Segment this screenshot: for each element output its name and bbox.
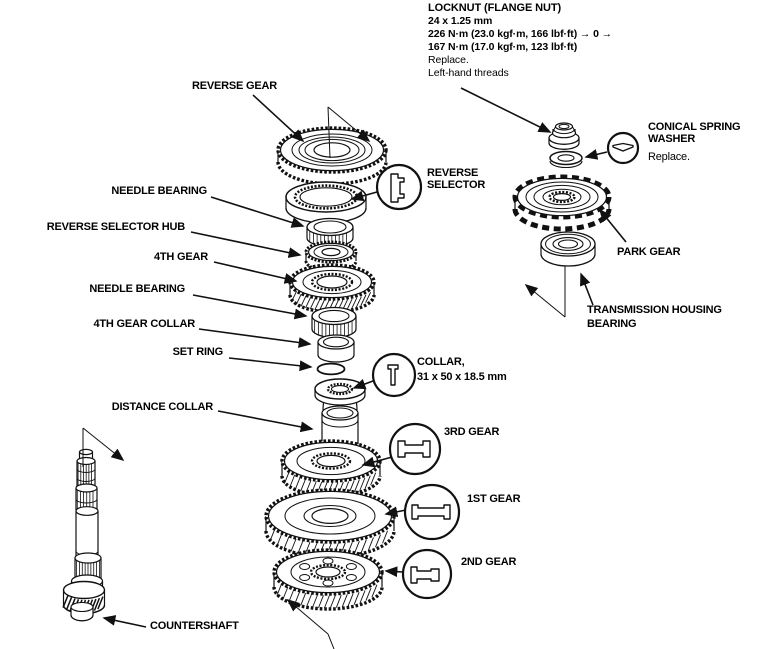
countershaft-part (63, 449, 104, 620)
label-needle-bearing-bottom: NEEDLE BEARING (89, 283, 185, 295)
label-line: SELECTOR (427, 179, 486, 191)
label-conical-spring-washer (648, 121, 740, 163)
reverse-selector-sleeve (286, 182, 366, 223)
label-transmission-housing-bearing (587, 303, 722, 331)
conical-spring-washer-part (550, 152, 582, 168)
label-line: Replace. (648, 151, 690, 163)
leader-arrow (600, 210, 626, 242)
locknut-size: 24 x 1.25 mm (428, 15, 493, 27)
label-distance-collar: DISTANCE COLLAR (111, 401, 213, 413)
leader-arrow (461, 88, 550, 132)
leader-arrow (586, 152, 607, 157)
collar-callout (373, 354, 415, 396)
label-line: REVERSE (427, 167, 479, 179)
second-gear (274, 550, 382, 609)
transmission-housing-bearing (541, 232, 595, 266)
label-countershaft: COUNTERSHAFT (150, 620, 239, 632)
leader-arrow (104, 618, 146, 627)
label-line: 31 x 50 x 18.5 mm (417, 371, 507, 383)
label-reverse-selector-hub: REVERSE SELECTOR HUB (46, 221, 185, 233)
label-collar (417, 355, 507, 385)
label-line: COLLAR, (417, 356, 465, 368)
park-gear (515, 177, 609, 229)
first-gear (266, 490, 394, 557)
label-line: WASHER (648, 133, 696, 145)
label-first-gear: 1ST GEAR (467, 493, 521, 505)
leader-arrow (199, 329, 310, 344)
third-gear-callout (390, 424, 440, 474)
locknut (549, 123, 579, 149)
leader-arrow (253, 95, 303, 141)
reverse-selector-callout (377, 165, 421, 209)
locknut-torque1: 226 N·m (23.0 kgf·m, 166 lbf·ft) → 0 → (428, 28, 613, 40)
label-needle-bearing-top: NEEDLE BEARING (111, 185, 207, 197)
locknut-replace: Replace. (428, 54, 469, 66)
label-line: CONICAL SPRING (648, 121, 741, 133)
fourth-gear (290, 265, 374, 312)
label-fourth-gear: 4TH GEAR (153, 251, 208, 263)
conical-spring-washer-callout (608, 133, 638, 163)
third-gear (282, 441, 380, 496)
reverse-gear (278, 128, 386, 184)
label-fourth-gear-collar: 4TH GEAR COLLAR (93, 318, 195, 330)
locknut-torque2: 167 N·m (17.0 kgf·m, 123 lbf·ft) (428, 41, 578, 53)
label-park-gear: PARK GEAR (617, 246, 681, 258)
leader-arrow (218, 411, 312, 429)
leader-arrow (526, 285, 565, 317)
label-third-gear: 3RD GEAR (444, 426, 500, 438)
first-gear-callout (405, 485, 459, 539)
second-gear-callout (403, 550, 451, 598)
leader-arrow (386, 571, 403, 572)
label-reverse-gear: REVERSE GEAR (191, 80, 277, 92)
label-set-ring: SET RING (172, 346, 223, 358)
leader-arrow (214, 262, 296, 281)
fourth-gear-collar (318, 335, 354, 362)
set-ring (318, 364, 345, 375)
label-second-gear: 2ND GEAR (461, 556, 517, 568)
locknut-threads: Left-hand threads (428, 67, 509, 79)
leader-arrow (193, 295, 306, 316)
label-line: BEARING (587, 318, 637, 330)
label-line: TRANSMISSION HOUSING (587, 304, 722, 316)
locknut-title: LOCKNUT (FLANGE NUT) (428, 2, 562, 14)
needle-bearing-bottom (312, 308, 356, 338)
locknut-note (428, 2, 612, 80)
label-reverse-selector (427, 167, 485, 191)
leader-arrow (581, 274, 593, 305)
direction-line (328, 634, 334, 649)
leader-arrow (229, 358, 311, 367)
